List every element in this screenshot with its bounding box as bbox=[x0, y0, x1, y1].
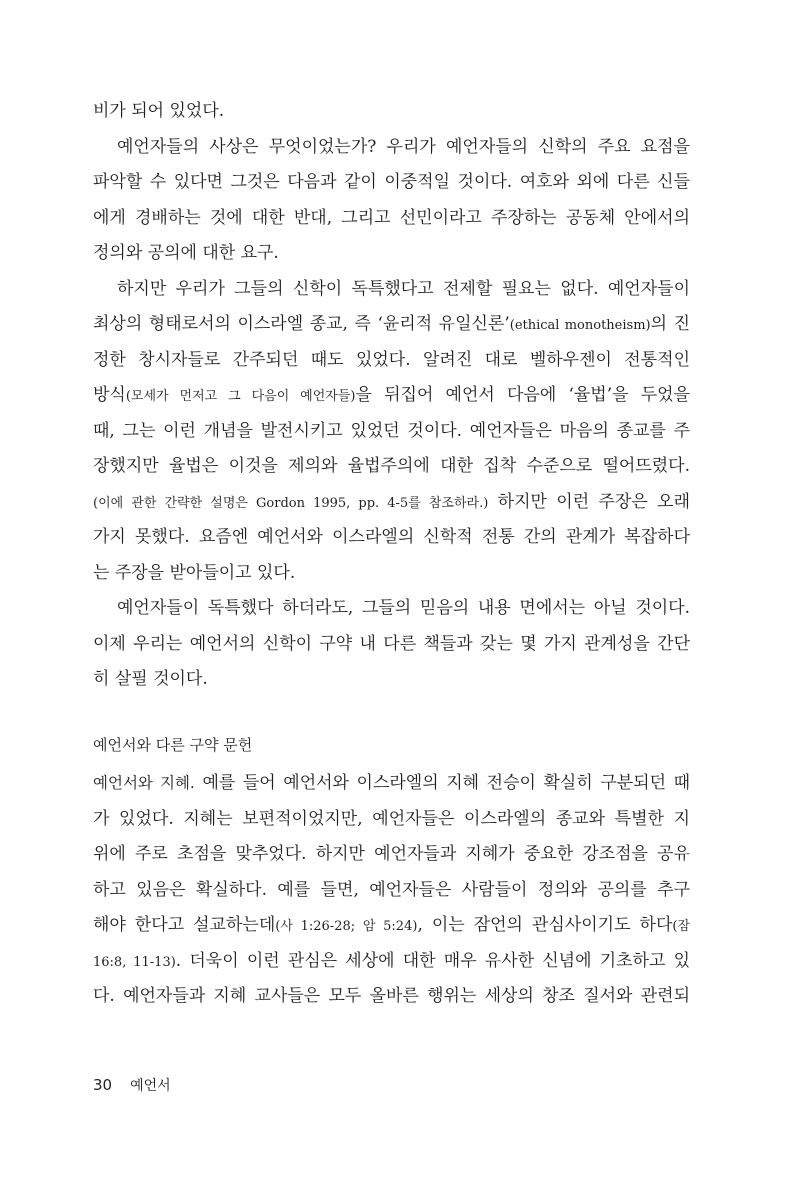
parenthetical-note: (ethical monotheism) bbox=[509, 318, 651, 333]
running-title: 예언서 bbox=[130, 1078, 171, 1094]
text-run: 하지만 이런 주장은 오래 bbox=[497, 491, 690, 512]
text-line: 예언자들의 사상은 무엇이었는가? 우리가 예언자들의 신학의 주요 요점을 bbox=[117, 136, 690, 157]
text-line: 하지만 우리가 그들의 신학이 독특했다고 전제할 필요는 없다. 예언자들이 bbox=[117, 278, 690, 299]
section-heading: 예언서와 다른 구약 문헌 bbox=[93, 736, 253, 754]
text-run: 해야 한다고 설교하는데 bbox=[93, 915, 276, 935]
text-line: 가 있었다. 지혜는 보편적이었지만, 예언자들은 이스라엘의 종교와 특별한 지 bbox=[93, 808, 690, 829]
parenthetical-note: (모세가 먼저고 그 다음이 예언자들) bbox=[125, 389, 356, 404]
paragraph bbox=[93, 766, 690, 1015]
text-line: 예언자들이 독특했다 하더라도, 그들의 믿음의 내용 면에서는 아닐 것이다. bbox=[117, 598, 690, 618]
text-line bbox=[93, 485, 690, 521]
text-line: 는 주장을 받아들이고 있다. bbox=[93, 562, 296, 583]
text-line bbox=[93, 766, 690, 802]
text-run: , 이는 잠언의 관심사이기도 하다 bbox=[417, 915, 673, 935]
citation-note: (잠 bbox=[672, 919, 691, 934]
text-line: 다. 예언자들과 지혜 교사들은 모두 올바른 행위는 세상의 창조 질서와 관련되 bbox=[93, 986, 690, 1006]
text-line: 하고 있음은 확실하다. 예를 들면, 예언자들은 사람들이 정의와 공의를 추구 bbox=[93, 879, 690, 900]
text-line: 정한 창시자들로 간주되던 때도 있었다. 알려진 대로 벨하우젠이 전통적인 bbox=[93, 349, 690, 370]
text-line: 이제 우리는 예언서의 신학이 구약 내 다른 책들과 갖는 몇 가지 관계성을 간단 bbox=[93, 633, 690, 654]
text-run: 최상의 형태로서의 이스라엘 종교, 즉 ‘윤리적 유일신론’ bbox=[93, 314, 510, 334]
text-line: 파악할 수 있다면 그것은 다음과 같이 이중적일 것이다. 여호와 외에 다른 신들 bbox=[93, 172, 690, 192]
paragraph bbox=[93, 94, 690, 130]
paragraph bbox=[93, 591, 690, 698]
text-line bbox=[93, 378, 690, 414]
text-run: 예를 들어 예언서와 이스라엘의 지혜 전승이 확실히 구분되던 때 bbox=[202, 773, 691, 793]
text-run: 을 뒤집어 예언서 다음에 ‘율법’을 두었을 bbox=[355, 385, 690, 405]
citation-note: (사 1:26-28; 암 5:24) bbox=[275, 919, 418, 934]
body-text bbox=[93, 94, 690, 1015]
text-line bbox=[93, 944, 690, 980]
text-line: 에게 경배하는 것에 대한 반대, 그리고 선민이라고 주장하는 공동체 안에서의 bbox=[93, 207, 690, 228]
citation-note: (이에 관한 간략한 설명은 Gordon 1995, pp. 4-5를 참조하라.) bbox=[93, 495, 489, 511]
text-line: 가지 못했다. 요즘엔 예언서와 이스라엘의 신학적 전통 간의 관계가 복잡하다 bbox=[93, 527, 690, 547]
citation-note: 16:8, 11-13) bbox=[93, 954, 176, 970]
page-footer bbox=[93, 1074, 171, 1096]
text-line: 히 살필 것이다. bbox=[93, 669, 208, 689]
text-line bbox=[93, 307, 690, 343]
text-line: 비가 되어 있었다. bbox=[93, 101, 225, 121]
run-in-heading: 예언서와 지혜. bbox=[93, 774, 195, 792]
text-run: 방식 bbox=[93, 385, 126, 405]
text-run: 의 진 bbox=[650, 314, 690, 334]
text-line: 장했지만 율법은 이것을 제의와 율법주의에 대한 집착 수준으로 떨어뜨렸다. bbox=[93, 456, 690, 476]
text-run: . 더욱이 이런 관심은 세상에 대한 매우 유사한 신념에 기초하고 있 bbox=[175, 950, 690, 971]
text-line: 위에 주로 초점을 맞추었다. 하지만 예언자들과 지혜가 중요한 강조점을 공유 bbox=[93, 844, 690, 864]
paragraph bbox=[93, 130, 690, 272]
page-number: 30 bbox=[93, 1076, 113, 1094]
text-line bbox=[93, 908, 690, 944]
text-line: 때, 그는 이런 개념을 발전시키고 있었던 것이다. 예언자들은 마음의 종교를 주 bbox=[93, 420, 690, 441]
paragraph bbox=[93, 272, 690, 592]
text-line: 정의와 공의에 대한 요구. bbox=[93, 243, 279, 263]
